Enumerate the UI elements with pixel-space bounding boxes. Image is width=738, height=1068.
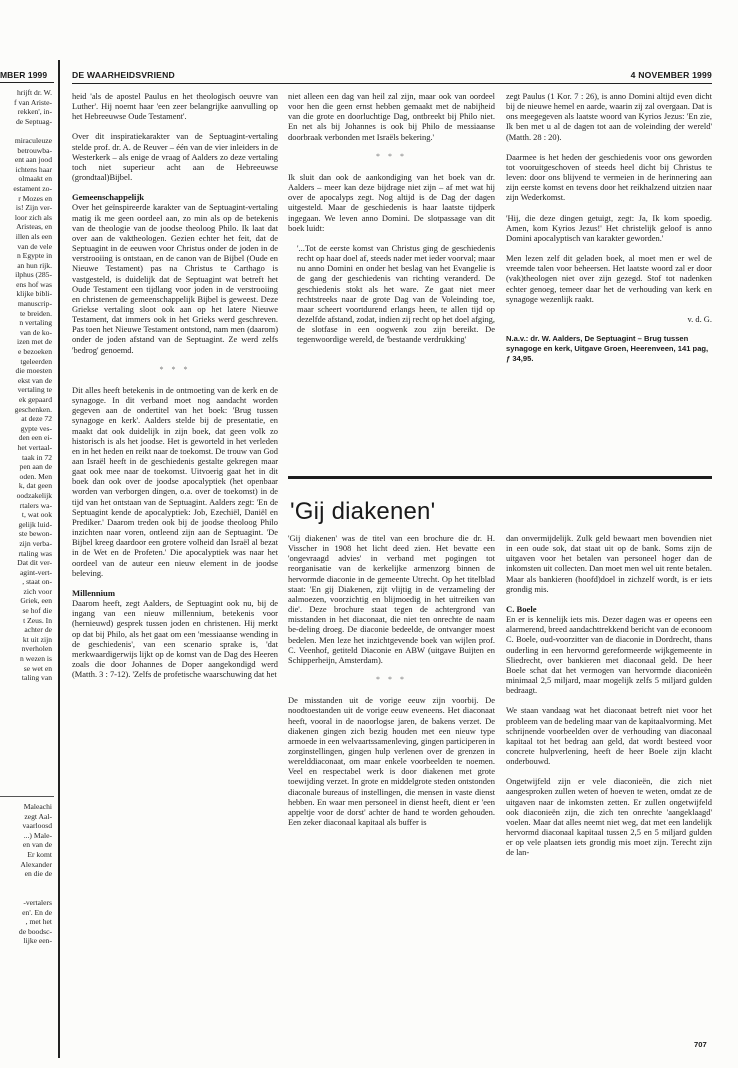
article-column-1 bbox=[72, 91, 278, 679]
previous-page-line: loor zich als bbox=[14, 212, 52, 222]
publication-name: DE WAARHEIDSVRIEND bbox=[72, 70, 175, 80]
previous-page-line bbox=[0, 879, 52, 889]
section-separator: * * * bbox=[159, 364, 191, 374]
previous-page-line: gelijk luid- bbox=[18, 519, 52, 529]
previous-page-line: izen met de bbox=[17, 337, 52, 347]
previous-page-line: Aristeas, en bbox=[16, 222, 52, 232]
previous-page-line: en die de bbox=[24, 869, 52, 879]
previous-page-line: Alexander bbox=[20, 859, 52, 869]
page-gutter-rule bbox=[58, 60, 60, 1058]
header-rule bbox=[72, 83, 712, 84]
previous-page-line: Maleachi bbox=[23, 802, 52, 811]
paragraph: Daarmee is het heden der geschiedenis voor ons geworden tot vooruitgeschoven of steeds heel dicht bij Christus te leven: door ons blijvend te vermeien in de herinnering aan zijn eerste komst en tevens door het reikhalzend uitzien naar zijn Wederkomst. bbox=[506, 151, 712, 203]
previous-page-line: ste bewon- bbox=[18, 529, 52, 539]
article-2-column-2 bbox=[506, 533, 712, 858]
previous-page-line: ekst van de bbox=[17, 375, 52, 385]
previous-page-line: de Septuag- bbox=[15, 116, 52, 126]
previous-page-line: ent aan jood bbox=[14, 155, 52, 165]
subheading-millennium: Millennium bbox=[72, 587, 115, 598]
previous-page-line: e bezoeken bbox=[18, 347, 52, 357]
previous-page-separator bbox=[0, 796, 54, 797]
previous-page-line: geschenken. bbox=[14, 404, 52, 414]
previous-page-line: te breiden. bbox=[19, 308, 52, 318]
paragraph: Dit alles heeft betekenis in de ontmoeting van de kerk en de synagoge. In dit verband moet nog aandacht worden gegeven aan de ondertitel van het boek: 'Brug tussen synagoge en kerk'. Aalders stelde bij de presentatie, en maakt dat ook duidelijk in zijn boek, dat geen volk zo historisch is als het joodse. Het is geworteld in het verleden en in het heden en reikt naar de toekomst. De trouw van God aan Israël heeft in de geschiedenis gestalte gekregen maar gaat ook mee naar de toekomst. Uitvoerig gaat het in dit boek dan ook over de joodse apocalyptiek (het openbaar worden van verborgen dingen, o.a. over de toekomst) in de tijd van het ontstaan van de Septuagint. Aalders zegt: 'En de Septuagint kende de apocalyptiek: Job, Ezechiël, Daniël en Prediker.' Daarom treden ook bij de joodse theoloog Philo inzichten naar voren, ontleend zijn aan de Septuagint. 'De Bijbel kreeg daardoor een grotere volheid dan Israël al bezat in de Wet en de Profeten.' Die apocalyptiek was naar het oordeel van de auteur een nieuw element in de joodse beleving. bbox=[72, 384, 278, 578]
paragraph: We staan vandaag wat het diaconaat betreft niet voor het probleem van de bedeling maar van de kapitaalvorming. Met schrijnende voorbeelden over de verhouding van diaconaal kapitaal tot het bedrag aan geld, dat wordt besteed voor concrete hulpverlening, heeft de heer Boele zijn klacht onderbouwd. bbox=[506, 705, 712, 767]
paragraph: En er is kennelijk iets mis. Dezer dagen was er opeens een alarmerend, breed aandachttrekkend bericht van de econoom C. Boele, oud-voorzitter van de diaconie in Dordrecht, thans ouderling in een hervormd gereformeerde wijkgemeente in Sliedrecht, over bankieren met diaconaal geld. De heer Boele schat dat het vermogen van hervormde diaconieën minimaal 2,5 miljard, maar mogelijk zelfs 5 miljard gulden bedraagt. bbox=[506, 614, 712, 696]
paragraph: Over dit inspiratiekarakter van de Septuagint-vertaling stelde prof. dr. A. de Reuver – één van de vier inleiders in de Westerkerk – als enige de vraag of Aalders zo deze vertaling toch niet superieur acht aan de Hebreeuwse (grondtaal)Bijbel. bbox=[72, 131, 278, 183]
paragraph: zegt Paulus (1 Kor. 7 : 26), is anno Domini altijd even dicht bij de nieuwe hemel en aarde, waarin zij zal overgaan. Dat is ons meegegeven als laatste woord van Kyrios Jezus: 'En zie, Ik ben met u al de dagen tot aan de voleinding der wereld' (Matth. 28 : 20). bbox=[506, 91, 712, 142]
previous-page-line: die moesten bbox=[15, 366, 52, 376]
previous-page-line: rtaling was bbox=[18, 548, 52, 558]
previous-page-line: manuscrip- bbox=[17, 299, 52, 309]
previous-page-line: van de vele bbox=[17, 241, 52, 251]
previous-page-line: zijn verba- bbox=[19, 538, 52, 548]
previous-page-text-top bbox=[0, 88, 52, 683]
previous-page-line: ens hof was bbox=[16, 279, 52, 289]
paragraph: 'Gij diakenen' was de titel van een brochure die dr. H. Visscher in 1908 het licht deed zien. Het bevatte een 'ongevraagd advies' in verband met pogingen tot reorganisatie van de kerkelijke armenzorg binnen de hervormde diaconie in de gemeente Utrecht. Op het titelblad staat: 'En gij Diakenen, zijt vlijtig in de verzameling der aalmoezen, voorzichtig en blijmoedig in het uitreiken van die'. Deze brochure staat tegen de achtergrond van misstanden in het diaconaat, die niet ten onrechte de naam be-deling droeg. De diaconie bedeelde, de ontvanger moest bedelen. Men leze het inzichtgevende boek van wijlen prof. C. Veenhof, getiteld Diaconie en ABW (uitgave Buijten en Schipperheijn, Amsterdam). bbox=[288, 533, 495, 665]
author-signature: v. d. G. bbox=[687, 313, 712, 324]
subheading-gemeenschappelijk: Gemeenschappelijk bbox=[72, 192, 145, 203]
previous-page-line: oodzakelijk bbox=[16, 490, 52, 500]
paragraph: De misstanden uit de vorige eeuw zijn voorbij. De noodtoestanden uit de vorige eeuw eveneens. Het diaconaat heeft, vooral in de naoorlogse jaren, de bakens verzet. De diakenen gingen zich bezig houden met een nieuw type armoede in een welvaartssamenleving, gingen participeren in zorginstellingen, gingen hulp verlenen over de grenzen in werelddiaconaat, om maar enkele voorbeelden te noemen. Veel en respectabel werk is door diakenen met grote toewijding verzet. In grote en middelgrote steden ontstonden diaconale bureaus of instellingen, die mensen in vaste dienst hebben. En waar men personeel in dienst heeft, dient er 'een appeltje voor de dorst' achter de hand te worden gehouden. Een zeker diaconaal kapitaal als buffer is bbox=[288, 695, 495, 828]
previous-page-line: ...) Male- bbox=[23, 830, 52, 840]
page-number: 707 bbox=[694, 1040, 707, 1049]
previous-page-line: het vertaal- bbox=[17, 442, 52, 452]
previous-page-line: illen als een bbox=[15, 231, 52, 241]
previous-page-line: at deze 72 bbox=[21, 414, 52, 424]
previous-page-line: de boodsc- bbox=[18, 926, 52, 936]
paragraph: Ik sluit dan ook de aankondiging van het boek van dr. Aalders – meer kan deze bijdrage niet zijn – af met wat hij over de apocalyps zegt. Nog altijd is de Dag der dagen uitgesteld. Maar de geschiedenis is haar laatste tijdperk ingegaan. We leven anno Domini. De slotpassage van dit boek luidt: bbox=[288, 171, 495, 233]
previous-page-line: -vertalers bbox=[23, 897, 52, 907]
previous-page-line: en van de bbox=[22, 840, 52, 850]
previous-page-line: achter de bbox=[24, 625, 52, 635]
section-separator: * * * bbox=[376, 675, 407, 685]
article-column-2 bbox=[288, 91, 495, 354]
previous-page-line: vaarloosd bbox=[22, 821, 52, 831]
paragraph: Men lezen zelf dit geladen boek, al moet men er wel de vreemde talen voor beheersen. Het laatste woord zal er door (vak)theologen niet over zijn gezegd. Stof tot nadenken echter genoeg, temeer daar het de verhouding van kerk en synagoge wezenlijk raakt. bbox=[506, 253, 712, 304]
previous-page-line: se hof die bbox=[22, 606, 52, 616]
paragraph: Ongetwijfeld zijn er vele diaconieën, die zich niet aangesproken zullen weten of hoeven te weten, omdat ze de uitgaven naar de inkomsten zetten. Er zullen ongetwijfeld ook diaconieën zijn, die zich ten onrechte 'aangeklaagd' voelen. Maar dat alles neemt niet weg, dat met een landelijk hervormd diaconaal kapitaal tussen 2,5 en 5 miljard gulden er op vele plaatsen iets grondig mis moet zijn. Terecht zijn de lan- bbox=[506, 776, 712, 858]
previous-page-line: tgeleerden bbox=[20, 356, 52, 366]
previous-page-line: ek gepaard bbox=[18, 395, 52, 404]
previous-page-line: f van Ariste- bbox=[14, 97, 52, 107]
previous-page-line: r Mozes en bbox=[18, 193, 52, 203]
previous-page-line: hrijft dr. W. bbox=[16, 88, 52, 97]
previous-page-line: t, wat ook bbox=[21, 510, 52, 520]
previous-page-line: betrouwba- bbox=[17, 145, 52, 155]
previous-page-line: den een ei- bbox=[18, 433, 52, 443]
previous-page-line: n Egypte in bbox=[16, 251, 52, 261]
issue-date: 4 NOVEMBER 1999 bbox=[630, 70, 712, 80]
section-separator: * * * bbox=[376, 151, 407, 161]
previous-page-line: rtalers wa- bbox=[19, 500, 52, 510]
previous-page-line: , staat on- bbox=[22, 577, 52, 587]
previous-page-line: kt uit zijn bbox=[22, 634, 52, 644]
previous-page-line: lijke een- bbox=[23, 936, 52, 946]
previous-page-line: nverholen bbox=[21, 644, 52, 654]
previous-page-rule bbox=[0, 82, 54, 83]
article-divider bbox=[288, 476, 712, 479]
previous-page-line: oden. Men bbox=[19, 471, 52, 481]
previous-page-text-bottom bbox=[0, 802, 52, 946]
closing-quote: '...Tot de eerste komst van Christus ging de geschiedenis recht op haar doel af, steeds nader met ieder voorval; maar nu anno Domini en onder het beslag van het Evangelie is de gang der geschiedenis van richting veranderd. De geschiedenis stokt als het ware. Ze gaat niet meer rechtstreeks naar de grote Dag van de Voleinding toe, maar scheert voortdurend erlangs heen, te allen tijd op dezelfde afstand, zodat, indien zij recht op het doel afging, de slotfase in een oogwenk zou zijn bereikt. De tegenwoordige wereld, de 'bestaande verdrukking' bbox=[297, 242, 495, 345]
previous-page-line bbox=[0, 126, 52, 136]
previous-page-line: Er komt bbox=[27, 849, 52, 859]
previous-page-date: MBER 1999 bbox=[0, 70, 48, 80]
previous-page-line: agint-vert- bbox=[19, 567, 52, 577]
previous-page-line: klijke bibli- bbox=[16, 289, 52, 299]
previous-page-line: estament zo- bbox=[13, 183, 52, 193]
previous-page-line: rekken', in- bbox=[17, 107, 52, 117]
running-head bbox=[72, 70, 712, 82]
previous-page-line: gypte ves- bbox=[20, 423, 52, 433]
previous-page-line: olmaakt en bbox=[18, 174, 52, 184]
article-column-3 bbox=[506, 91, 712, 363]
previous-page-line: n vertaling bbox=[19, 318, 52, 328]
previous-page-line: miraculeuze bbox=[14, 135, 52, 145]
previous-page-line: vertaling te bbox=[17, 385, 52, 395]
paragraph: heid 'als de apostel Paulus en het theologisch oeuvre van Luther'. Hij noemt haar 'een zeer belangrijke aanvulling op het Hebreeuwse Oude Testament'. bbox=[72, 91, 278, 122]
paragraph: Over het geïnspireerde karakter van de Septuagint-vertaling matig ik me geen oordeel aan, zo min als op de betekenis van de theologie van de joodse theoloog Philo. Ik laat dat over aan de vaktheologen. Gezien echter het feit, dat de Septuagint in de eeuwen voor Christus onder de joden in de verstrooiing is ontstaan, en de canon van de Bijbel (Oude en Nieuwe Testament) pas na Christus te Carthago is vastgesteld, is duidelijk dat de Septuagint wat betreft het Oude Testament een tijdlang voor joden in de verstrooiing en christenen de gemeenschappelijk Bijbel is geweest. Deze Griekse vertaling sloot ook aan op het latere Nieuwe Testament, dat immers ook in het Grieks werd geschreven. Pas toen het Nieuwe Testament ontstond, nam men (daarom) onder de joden afstand van de Septuagint. Ze werd zelfs 'bedrog' genoemd. bbox=[72, 202, 278, 355]
previous-page-line: zich voor bbox=[23, 586, 52, 596]
previous-page-line: van de ko- bbox=[19, 327, 52, 337]
previous-page-line: en'. En de bbox=[22, 907, 52, 917]
previous-page-line: , met het bbox=[25, 917, 52, 927]
previous-page-line: se wet en bbox=[23, 663, 52, 673]
previous-page-line: taling van bbox=[21, 673, 52, 683]
previous-page-line: ilphus (285- bbox=[15, 270, 52, 280]
previous-page-line: is! Zijn ver- bbox=[15, 203, 52, 213]
previous-page-line: k, dat geen bbox=[18, 481, 52, 491]
previous-page-line: Griek, een bbox=[20, 596, 52, 606]
previous-page-line: pen aan de bbox=[19, 462, 52, 472]
previous-page-line: t Zeus. In bbox=[23, 615, 52, 625]
paragraph: Daarom heeft, zegt Aalders, de Septuagint ook nu, bij de ingang van een nieuw millennium, betekenis voor (hernieuwd) gesprek tussen joden en christenen. Hij merkt op dat bij Philo, als het gaat om een 'messiaanse wending in de geschiedenis', van een scenario sprake is, 'dat merkwaardigerwijs lijkt op de komst van de Dag des Heeren zoals die door Johannes de Doper aangekondigd werd (Matth. 3 : 7-12). 'Zelfs de profetische waarschuwing dat het bbox=[72, 598, 278, 680]
previous-page-line: n wezen is bbox=[19, 654, 52, 664]
article-2-column-1 bbox=[288, 533, 495, 827]
paragraph: dan onvermijdelijk. Zulk geld bewaart men bovendien niet in een oude sok, dat staat uit op de bank. Soms zijn de uitgaven voor het betalen van personeel hoger dan de inkomsten uit collecten. Dan moet men wel uit rente betalen. Maar als bankieren (hoofd)doel in zichzelf wordt, is er iets grondig mis. bbox=[506, 533, 712, 594]
previous-page-line: Dat dit ver- bbox=[17, 558, 52, 568]
previous-page-line: zegt Aal- bbox=[24, 811, 52, 821]
subheading-c-boele: C. Boele bbox=[506, 603, 537, 614]
previous-page-line bbox=[0, 888, 52, 898]
article-title: 'Gij diakenen' bbox=[290, 498, 436, 525]
paragraph: 'Hij, die deze dingen getuigt, zegt: Ja, Ik kom spoedig. Amen, kom Kyrios Jezus!' Het christelijk geloof is anno Domini apocalyptisch van karakter geworden.' bbox=[506, 212, 712, 243]
previous-page-line: an hun rijk. bbox=[17, 260, 52, 270]
book-reference: N.a.v.: dr. W. Aalders, De Septuagint – Brug tussen synagoge en kerk, Uitgave Groen, Heerenveen, 141 pag, ƒ 34,95. bbox=[506, 333, 709, 363]
paragraph: niet alleen een dag van heil zal zijn, maar ook van oordeel voor hen die geen ernst hebben gemaakt met de nabijheid van die grote en doorluchtige Dag, ontbreekt bij Philo niet. En net als bij Johannes is ook bij Philo de messiaanse doorbraak verbonden met Israëls bekering.' bbox=[288, 91, 495, 142]
previous-page-line: ichtens haar bbox=[15, 164, 52, 174]
previous-page-line: taak in 72 bbox=[22, 452, 52, 462]
previous-page-strip bbox=[0, 58, 54, 1068]
